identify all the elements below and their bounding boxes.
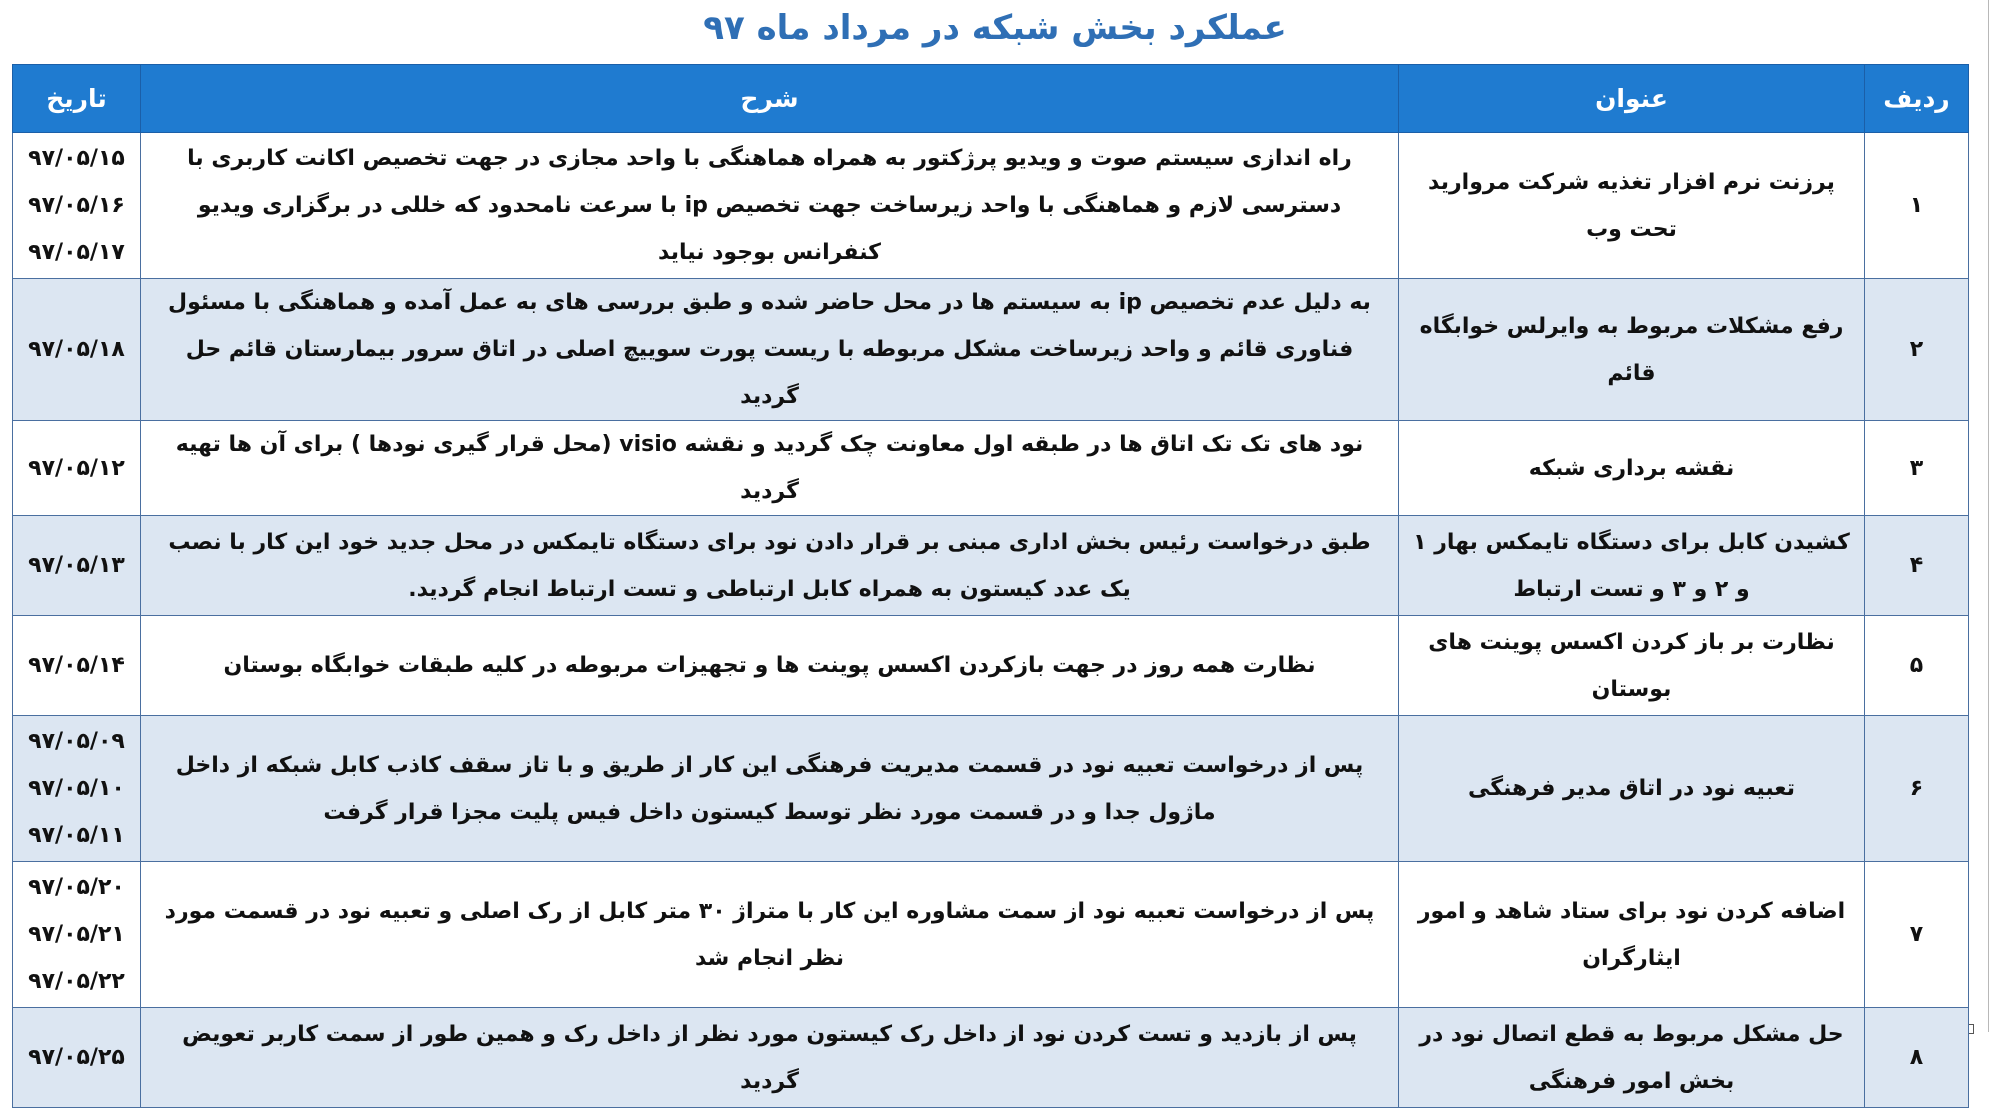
description-cell: طبق درخواست رئیس بخش اداری مبنی بر قرار دادن نود برای دستگاه تایمکس در محل جدید خود این کار با نصب یک عدد کیستون به همراه کابل ارتباطی و تست ارتباط انجام گردید. — [141, 516, 1399, 616]
row-number-cell: ۶ — [1865, 716, 1969, 862]
table-row — [13, 133, 1969, 279]
header-description: شرح — [141, 65, 1399, 133]
table-row — [13, 716, 1969, 862]
row-number-cell: ۲ — [1865, 279, 1969, 421]
date-value: ۹۷/۰۵/۱۰ — [28, 776, 125, 801]
date-value: ۹۷/۰۵/۱۱ — [28, 823, 125, 848]
row-number-cell: ۷ — [1865, 862, 1969, 1008]
date-cell — [13, 862, 141, 1008]
date-cell — [13, 279, 141, 421]
margin-guide-line — [1988, 0, 1989, 1032]
date-cell — [13, 1008, 141, 1108]
table-row — [13, 1008, 1969, 1108]
table-header-row — [13, 65, 1969, 133]
title-cell: کشیدن کابل برای دستگاه تایمکس بهار ۱ و ۲ و ۳ و تست ارتباط — [1399, 516, 1865, 616]
page-title: عملکرد بخش شبکه در مرداد ماه ۹۷ — [703, 8, 1287, 48]
table-row — [13, 616, 1969, 716]
date-value: ۹۷/۰۵/۱۸ — [28, 337, 125, 362]
date-value: ۹۷/۰۵/۰۹ — [28, 729, 125, 754]
title-cell: نقشه برداری شبکه — [1399, 421, 1865, 516]
title-cell: پرزنت نرم افزار تغذیه شرکت مروارید تحت وب — [1399, 133, 1865, 279]
row-number-cell: ۱ — [1865, 133, 1969, 279]
description-cell: نظارت همه روز در جهت بازکردن اکسس پوینت ها و تجهیزات مربوطه در کلیه طبقات خوابگاه بوستان — [141, 616, 1399, 716]
title-cell: حل مشکل مربوط به قطع اتصال نود در بخش امور فرهنگی — [1399, 1008, 1865, 1108]
date-value: ۹۷/۰۵/۲۲ — [28, 969, 125, 994]
date-value: ۹۷/۰۵/۱۷ — [28, 240, 125, 265]
table-row — [13, 516, 1969, 616]
table-row — [13, 862, 1969, 1008]
description-cell: راه اندازی سیستم صوت و ویدیو پرژکتور به همراه هماهنگی با واحد مجازی در جهت تخصیص اکانت کاربری با دسترسی لازم و هماهنگی با واحد زیرساخت جهت تخصیص ip با سرعت نامحدود که خللی در برگزاری ویدیو کنفرانس بوجود نیاید — [141, 133, 1399, 279]
row-number-cell: ۴ — [1865, 516, 1969, 616]
date-value: ۹۷/۰۵/۱۴ — [28, 653, 125, 678]
date-value: ۹۷/۰۵/۱۲ — [28, 455, 125, 481]
date-cell — [13, 421, 141, 516]
date-cell — [13, 516, 141, 616]
table-row — [13, 279, 1969, 421]
header-row-number: ردیف — [1865, 65, 1969, 133]
performance-table — [12, 64, 1969, 1108]
description-cell: به دلیل عدم تخصیص ip به سیستم ها در محل حاضر شده و طبق بررسی های به عمل آمده و هماهنگی با مسئول فناوری قائم و واحد زیرساخت مشکل مربوطه با ریست پورت سوییچ اصلی در اتاق سرور بیمارستان قائم حل گردید — [141, 279, 1399, 421]
date-value: ۹۷/۰۵/۱۵ — [28, 146, 125, 171]
date-cell — [13, 133, 141, 279]
title-cell: اضافه کردن نود برای ستاد شاهد و امور ایثارگران — [1399, 862, 1865, 1008]
date-value: ۹۷/۰۵/۲۵ — [28, 1045, 125, 1070]
description-cell: پس از بازدید و تست کردن نود از داخل رک کیستون مورد نظر از داخل رک و همین طور از سمت کاربر تعویض گردید — [141, 1008, 1399, 1108]
date-value: ۹۷/۰۵/۱۶ — [28, 193, 125, 218]
title-cell: نظارت بر باز کردن اکسس پوینت های بوستان — [1399, 616, 1865, 716]
title-cell: تعبیه نود در اتاق مدیر فرهنگی — [1399, 716, 1865, 862]
date-cell — [13, 716, 141, 862]
row-number-cell: ۳ — [1865, 421, 1969, 516]
date-value: ۹۷/۰۵/۲۱ — [28, 922, 125, 947]
header-date: تاریخ — [13, 65, 141, 133]
row-number-cell: ۸ — [1865, 1008, 1969, 1108]
header-title: عنوان — [1399, 65, 1865, 133]
description-cell: پس از درخواست تعبیه نود از سمت مشاوره این کار با متراژ ۳۰ متر کابل از رک اصلی و تعبیه نود در قسمت مورد نظر انجام شد — [141, 862, 1399, 1008]
date-value: ۹۷/۰۵/۱۳ — [28, 553, 125, 578]
description-cell: پس از درخواست تعبیه نود در قسمت مدیریت فرهنگی این کار از طریق و با تاز سقف کاذب کابل شبکه از داخل ماژول جدا و در قسمت مورد نظر توسط کیستون داخل فیس پلیت مجزا قرار گرفت — [141, 716, 1399, 862]
description-cell: نود های تک تک اتاق ها در طبقه اول معاونت چک گردید و نقشه visio (محل قرار گیری نودها ) برای آن ها تهیه گردید — [141, 421, 1399, 516]
row-number-cell: ۵ — [1865, 616, 1969, 716]
date-cell — [13, 616, 141, 716]
title-cell: رفع مشکلات مربوط به وایرلس خوابگاه قائم — [1399, 279, 1865, 421]
table-row — [13, 421, 1969, 516]
date-value: ۹۷/۰۵/۲۰ — [28, 875, 125, 900]
